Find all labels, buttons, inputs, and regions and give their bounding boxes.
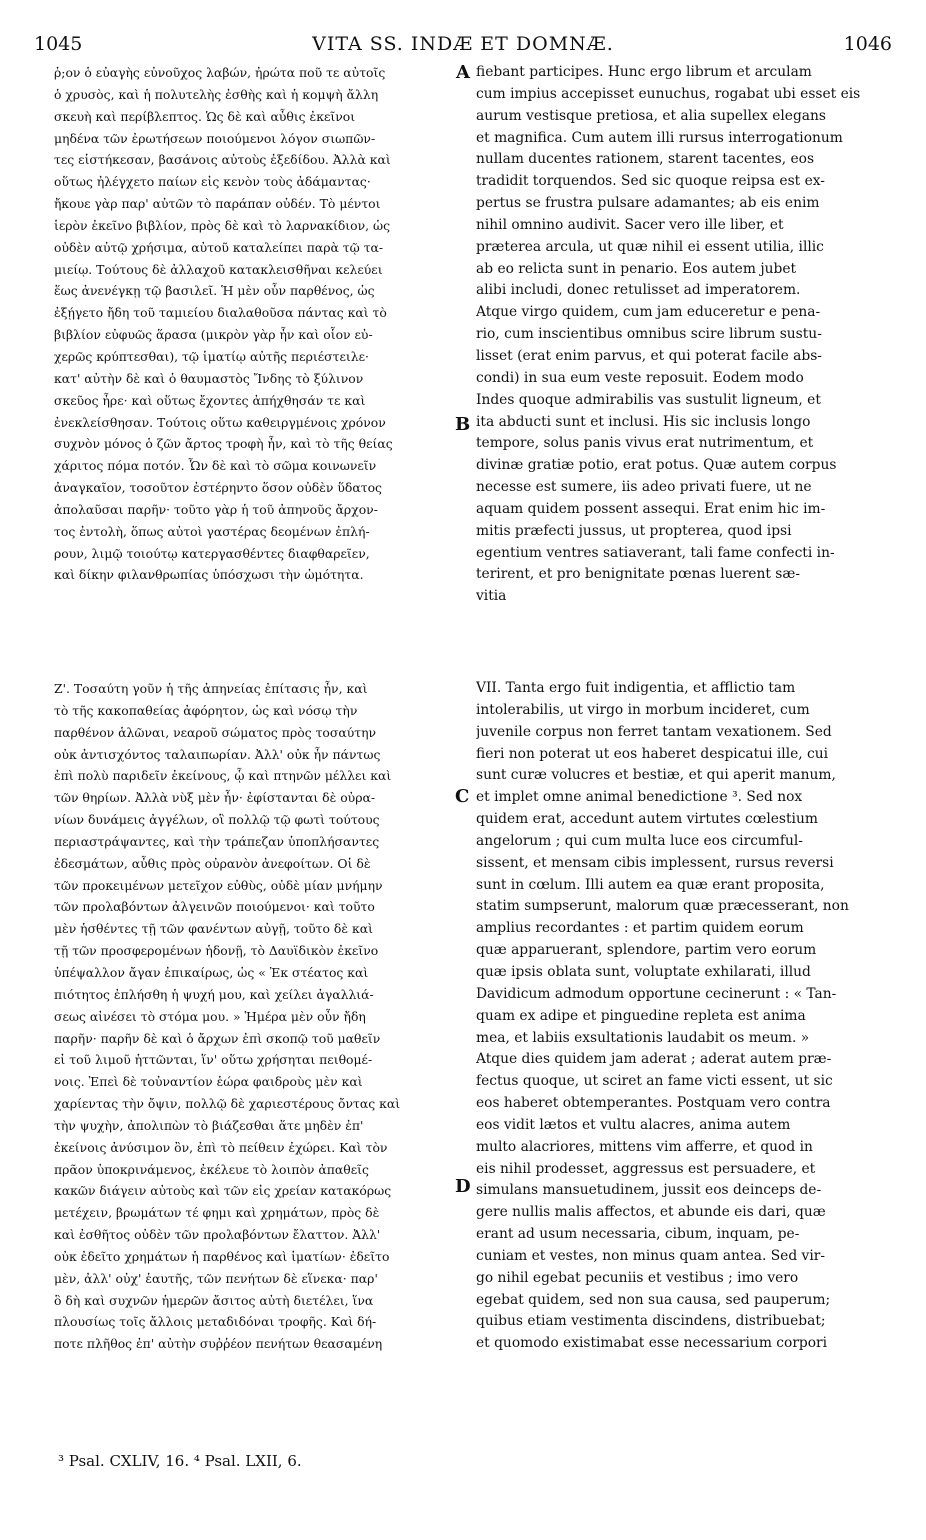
text-line: μιείῳ. Τούτους δὲ ἀλλαχοῦ κατακλεισθῆναι κελεύει: [54, 261, 383, 277]
text-line: οὐδὲν αὐτῷ χρήσιμα, αὐτοῦ καταλείπει παρὰ τῷ τα-: [54, 239, 384, 255]
text-line: fieri non poterat ut eos haberet despicatui ille, cui: [476, 745, 829, 762]
text-line: pertus se frustra pulsare adamantes; ab eis enim: [476, 195, 820, 212]
text-line: intolerabilis, ut virgo in morbum incideret, cum: [476, 701, 810, 718]
text-line: et implet omne animal benedictione ³. Sed nox: [476, 789, 803, 806]
text-line: angelorum ; qui cum multa luce eos circumful-: [476, 832, 803, 849]
text-line: ὑπέψαλλον ἄγαν ἐπικαίρως, ὡς « Ἐκ στέατος καὶ: [54, 964, 369, 980]
text-line: nullam ducentes rationem, starent tacentes, eos: [476, 151, 815, 168]
text-line: vitia: [476, 588, 507, 605]
text-line: τὸ τῆς κακοπαθείας ἀφόρητον, ὡς καὶ νόσῳ τὴν: [54, 702, 358, 718]
text-line: quæ ipsis oblata sunt, voluptate exhilarati, illud: [476, 963, 811, 980]
text-line: simulans mansuetudinem, jussit eos deinceps de-: [476, 1182, 822, 1199]
text-line: quæ apparuerant, splendore, partim vero eorum: [476, 942, 817, 959]
text-line: ποτε πλῆθος ἐπ' αὐτὴν συῤῥέον πενήτων θεασαμένη: [54, 1336, 383, 1352]
text-line: πρᾶον ὑποκρινάμενος, ἐκέλευε τὸ λοιπὸν ἀπαθεῖς: [54, 1161, 369, 1177]
text-line: οὐκ ἐδεῖτο χρημάτων ἡ παρθένος καὶ ἱματίων· ἐδεῖτο: [54, 1248, 390, 1264]
text-line: necesse est sumere, iis adeo privati fuere, ut ne: [476, 479, 812, 496]
latin-column-block-2: [476, 678, 892, 1355]
text-line: σεως αἰνέσει τὸ στόμα μου. » Ἡμέρα μὲν οὖν ἤδη: [54, 1008, 366, 1024]
text-line: divinæ gratiæ potio, erat potus. Quæ autem corpus: [476, 457, 837, 474]
text-line: alibi includi, donec retulisset ad imperatorem.: [476, 282, 801, 299]
text-line: statim sumpserunt, malorum quæ præcesserant, non: [476, 898, 849, 915]
text-line: ἀναγκαῖον, τοσοῦτον ἐστέρηντο ὅσον οὐδὲν ὕδατος: [54, 480, 382, 496]
margin-marker-d: D: [455, 1176, 471, 1197]
text-line: σκεῦος ἦρε· καὶ οὕτως ἔχοντες ἀπήχθησάν τε καὶ: [54, 392, 366, 408]
text-line: et magnifica. Cum autem illi rursus interrogationum: [476, 129, 843, 146]
text-line: fectus quoque, ut sciret an fame victi essent, ut sic: [476, 1073, 833, 1090]
greek-column-block-1: [54, 62, 464, 586]
text-line: lisset (erat enim parvus, et qui poterat facile abs-: [476, 347, 822, 364]
text-line: ἀπολαῦσαι παρῆν· τοῦτο γὰρ ἡ τοῦ ἀπηνοῦς ἄρχον-: [54, 501, 378, 517]
text-line: cum impius accepisset eunuchus, rogabat ubi esset eis: [476, 85, 861, 102]
text-line: τος ἐντολὴ, ὅπως αὐτοὶ γαστέρας δεομένων ἐπλή-: [54, 523, 370, 539]
text-line: tradidit torquendos. Sed sic quoque reipsa est ex-: [476, 173, 825, 190]
page-number-left: 1045: [34, 33, 83, 55]
text-line: εἰ τοῦ λιμοῦ ἡττῶνται, ἵν' οὕτω χρήσηται πειθομέ-: [54, 1052, 373, 1068]
text-line: cuniam et vestes, non minus quam antea. Sed vir-: [476, 1247, 826, 1264]
text-line: συχνὸν μόνος ὁ ζῶν ἄρτος τροφὴ ἦν, καὶ τὸ τῆς θείας: [54, 436, 393, 452]
text-line: χαρίεντας τὴν ὄψιν, πολλῷ δὲ χαριεστέρους ὄντας καὶ: [54, 1096, 401, 1112]
text-line: οὐκ ἀντισχόντος ταλαιπωρίαν. Ἀλλ' οὐκ ἦν πάντως: [54, 746, 381, 762]
text-line: quidem erat, accedunt autem virtutes cœlestium: [476, 811, 818, 828]
text-line: eis nihil prodesset, aggressus est persuadere, et: [476, 1160, 816, 1177]
text-line: περιαστράψαντες, καὶ τὴν τράπεζαν ὑποπλήσαντες: [54, 833, 380, 849]
margin-marker-a: A: [456, 62, 470, 83]
text-line: eos haberet obtemperantes. Postquam vero contra: [476, 1095, 831, 1112]
text-line: παρθένον ἁλῶναι, νεαροῦ σώματος πρὸς τοσαύτην: [54, 724, 377, 740]
text-line: ἕως ἀνενέγκῃ τῷ βασιλεῖ. Ἡ μὲν οὖν παρθένος, ὡς: [54, 283, 375, 299]
text-line: et quomodo existimabat esse necessarium corpori: [476, 1335, 828, 1352]
text-line: χάριτος πόμα ποτόν. Ὧν δὲ καὶ τὸ σῶμα κοινωνεῖν: [54, 458, 377, 474]
text-line: κακῶν διάγειν αὐτοὺς καὶ τῶν εἰς χρείαν κατακόρως: [54, 1183, 392, 1199]
text-line: Atque dies quidem jam aderat ; aderat autem præ-: [476, 1051, 832, 1068]
text-line: mea, et labiis exsultationis laudabit os meum. »: [476, 1029, 810, 1046]
text-line: aquam quidem possent assequi. Erat enim hic im-: [476, 500, 826, 517]
text-line: sissent, et mensam cibis implessent, rursus reversi: [476, 854, 834, 871]
text-line: τῶν προλαβόντων ἀλγεινῶν ποιούμενοι· καὶ τοῦτο: [54, 899, 375, 915]
text-line: μετέχειν, βρωμάτων τέ φημι καὶ χρημάτων, πρὸς δὲ: [54, 1205, 380, 1221]
text-line: fiebant participes. Hunc ergo librum et arculam: [476, 64, 812, 80]
text-line: Atque virgo quidem, cum jam educeretur e pena-: [476, 304, 821, 321]
text-line: χερῶς κρύπτεσθαι), τῷ ἱματίῳ αὐτῆς περιέστειλε·: [54, 348, 369, 364]
text-line: rio, cum inscientibus omnibus scire librum sustu-: [476, 326, 822, 343]
text-line: τῶν θηρίων. Ἀλλὰ νὺξ μὲν ἦν· ἐφίστανται δὲ οὐρα-: [54, 790, 376, 806]
text-line: τῇ τῶν προσφερομένων ἡδονῇ, τὸ Δαυϊδικὸν ἐκεῖνο: [54, 943, 379, 959]
text-line: τες εἱστήκεσαν, βασάνοις αὐτοὺς ἐξεδίδου. Ἀλλὰ καὶ: [54, 152, 391, 168]
text-line: ita abducti sunt et inclusi. His sic inclusis longo: [476, 413, 811, 430]
text-line: mitis præfecti jussus, ut propterea, quod ipsi: [476, 522, 792, 539]
text-line: Davidicum admodum opportune cecinerunt : « Tan-: [476, 985, 837, 1002]
text-line: go nihil egebat pecuniis et vestibus ; imo vero: [476, 1269, 799, 1286]
text-line: sunt curæ volucres et bestiæ, et qui aperit manum,: [476, 767, 836, 784]
text-line: οὕτως ἠλέγχετο παίων εἰς κενὸν τοὺς ἀδάμαντας·: [54, 174, 371, 190]
text-line: ἐξῄγετο ἤδη τοῦ ταμιείου διαλαθοῦσα πάντας καὶ τὸ: [54, 305, 387, 321]
text-line: ἤκουε γὰρ παρ' αὐτῶν τὸ παράπαν οὐδέν. Τὸ μέντοι: [54, 196, 381, 212]
text-line: βιβλίον εὐφυῶς ἅρασα (μικρὸν γὰρ ἦν καὶ οἷον εὐ-: [54, 327, 373, 343]
text-line: μὲν, ἀλλ' οὐχ' ἑαυτῆς, τῶν πενήτων δὲ εἵνεκα· παρ': [54, 1270, 378, 1286]
text-line: μηδένα τῶν ἐρωτήσεων ποιούμενοι λόγον σιωπῶν-: [54, 130, 376, 146]
text-line: ὃ δὴ καὶ συχνῶν ἡμερῶν ἄσιτος αὐτὴ διετέλει, ἵνα: [54, 1292, 374, 1308]
text-line: ῥ;ον ὁ εὐαγὴς εὐνοῦχος λαβών, ἠρώτα ποῦ τε αὐτοῖς: [54, 65, 386, 80]
text-line: multo alacriores, mittens vim afferre, et quod in: [476, 1138, 813, 1155]
page-number-right: 1046: [843, 33, 892, 55]
text-line: ἱερὸν ἐκεῖνο βιβλίον, πρὸς δὲ καὶ τὸ λαρνακίδιον, ὡς: [54, 217, 391, 233]
greek-column-block-2: [54, 678, 464, 1355]
text-line: καὶ δίκην φιλανθρωπίας ὑπόσχωσι τὴν ὠμότητα.: [54, 567, 364, 583]
text-line: præterea arcula, ut quæ nihil ei essent utilia, illic: [476, 238, 824, 255]
text-line: erant ad usum necessaria, cibum, inquam, pe-: [476, 1226, 800, 1243]
text-line: aurum vestisque pretiosa, et alia supellex elegans: [476, 107, 826, 124]
text-line: ἐπὶ πολὺ παριδεῖν ἐκείνους, ᾧ καὶ πτηνῶν μέλλει καὶ: [54, 768, 392, 784]
text-line: terirent, et pro benignitate pœnas luerent sæ-: [476, 566, 800, 583]
text-line: nihil omnino audivit. Sacer vero ille liber, et: [476, 216, 784, 233]
text-line: νίων δυνάμεις ἀγγέλων, οἳ πολλῷ τῷ φωτὶ τούτους: [54, 812, 380, 828]
text-line: πλουσίως τοῖς ἄλλοις μεταδιδόναι τροφῆς. Καὶ δή-: [54, 1314, 377, 1330]
margin-marker-b: B: [455, 414, 471, 435]
text-line: VII. Tanta ergo fuit indigentia, et afflictio tam: [476, 680, 796, 696]
text-line: τὴν ψυχὴν, ἀπολιπὼν τὸ βιάζεσθαι ἅτε μηδὲν ἐπ': [54, 1117, 364, 1133]
text-line: eos vidit lætos et vultu alacres, anima autem: [476, 1116, 791, 1133]
text-line: τῶν προκειμένων μετεῖχον εὐθὺς, οὐδὲ μίαν μνήμην: [54, 877, 383, 893]
text-line: ἐδεσμάτων, αὖθις πρὸς οὐρανὸν ἀνεφοίτων. Οἱ δὲ: [54, 855, 371, 871]
text-line: ἐνεκλείσθησαν. Τούτοις οὕτω καθειργμένοις χρόνον: [54, 414, 386, 430]
text-line: ὁ χρυσὸς, καὶ ἡ πολυτελὴς ἐσθὴς καὶ ἡ κομψὴ ἄλλη: [54, 86, 379, 102]
text-line: Ζ'. Τοσαύτη γοῦν ἡ τῆς ἀπηνείας ἐπίτασις ἦν, καὶ: [54, 681, 368, 696]
text-line: amplius recordantes : et partim quidem eorum: [476, 920, 804, 937]
text-line: gere nullis malis affectos, et abunde eis dari, quæ: [476, 1204, 826, 1221]
text-line: quam ex adipe et pinguedine repleta est anima: [476, 1007, 806, 1024]
text-line: egebat quidem, sed non sua causa, sed pauperum;: [476, 1291, 831, 1308]
text-line: καὶ ἐσθῆτος οὐδὲν τῶν προλαβόντων ἔλαττον. Ἀλλ': [54, 1227, 381, 1243]
text-line: πιότητος ἐπλήσθη ἡ ψυχή μου, καὶ χείλει ἀγαλλιά-: [54, 986, 374, 1002]
text-line: sunt in cœlum. Illi autem ea quæ erant proposita,: [476, 876, 825, 893]
text-line: μὲν ἡσθέντες τῇ τῶν φανέντων αὐγῇ, τοῦτο δὲ καὶ: [54, 921, 373, 937]
margin-marker-c: C: [455, 786, 470, 807]
text-line: Indes quoque admirabilis vas sustulit ligneum, et: [476, 391, 821, 408]
text-line: tempore, solus panis vivus erat nutrimentum, et: [476, 435, 814, 452]
text-line: κατ' αὐτὴν δὲ καὶ ὁ θαυμαστὸς Ἴνδης τὸ ξύλινον: [54, 370, 364, 386]
text-line: ἐκείνοις ἀνύσιμον ὂν, ἐπὶ τὸ πείθειν ἐχώρει. Καὶ τὸν: [54, 1139, 388, 1155]
latin-column-block-1: [476, 62, 892, 608]
text-line: ab eo relicta sunt in penario. Eos autem jubet: [476, 260, 797, 277]
text-line: παρῆν· παρῆν δὲ καὶ ὁ ἄρχων ἐπὶ σκοπῷ τοῦ μαθεῖν: [54, 1030, 381, 1046]
text-line: juvenile corpus non ferret tantam vexationem. Sed: [476, 723, 832, 740]
text-line: condi) in sua eum veste reposuit. Eodem modo: [476, 369, 804, 386]
text-line: ρουν, λιμῷ τοιούτῳ κατεργασθέντες διαφθαρεῖεν,: [54, 545, 370, 561]
text-line: quibus etiam vestimenta discindens, distribuebat;: [476, 1313, 826, 1330]
text-line: σκευὴ καὶ περίβλεπτος. Ὡς δὲ καὶ αὖθις ἐκεῖνοι: [54, 108, 356, 124]
footnotes: ³ Psal. CXLIV, 16. ⁴ Psal. LXII, 6.: [58, 1452, 302, 1470]
text-line: νοις. Ἐπεὶ δὲ τοὐναντίον ἑώρα φαιδροὺς μὲν καὶ: [54, 1074, 363, 1090]
text-line: egentium ventres satiaverant, tali fame confecti in-: [476, 544, 835, 561]
running-title: VITA SS. INDÆ ET DOMNÆ.: [312, 33, 614, 55]
